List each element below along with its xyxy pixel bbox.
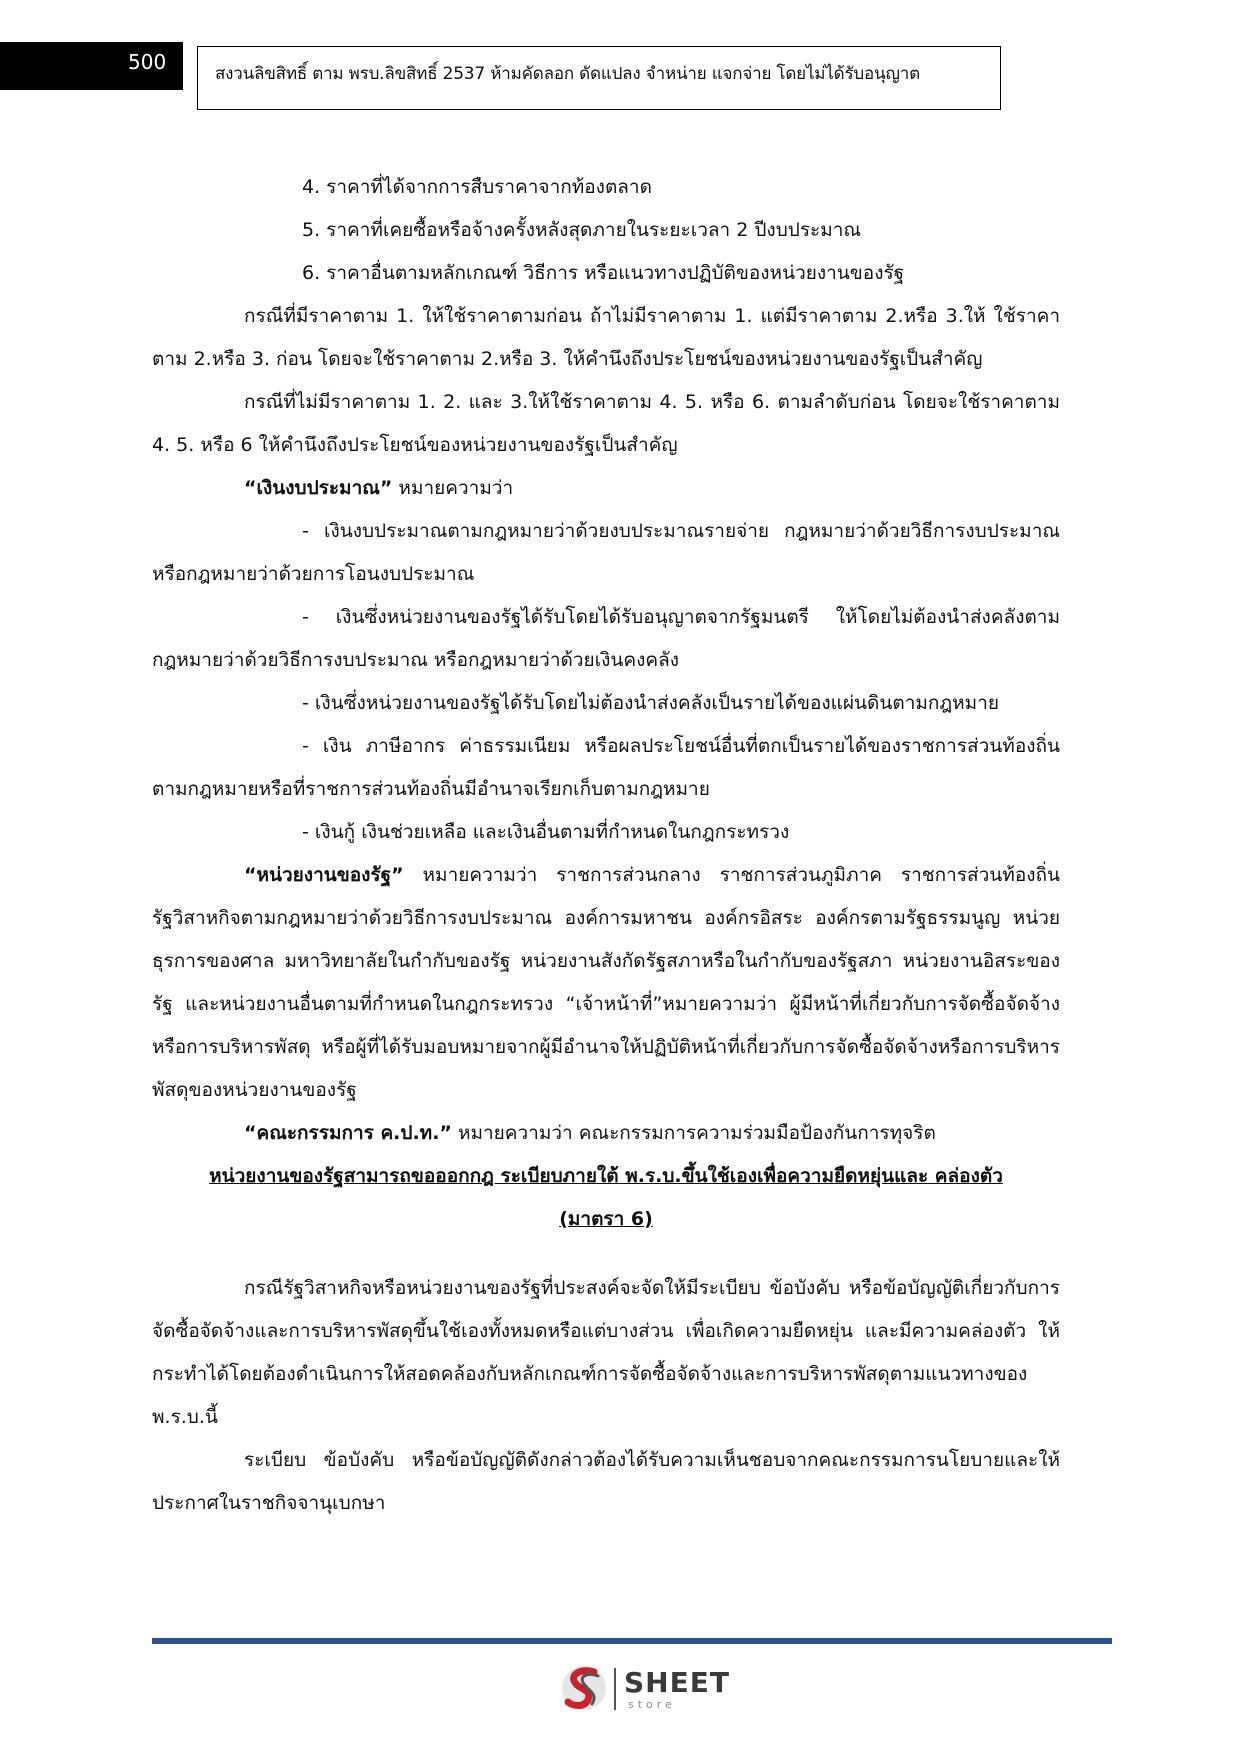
section-paragraph-b: ระเบียบ ข้อบังคับ หรือข้อบัญญัติดังกล่าวต้องได้รับความเห็นชอบจากคณะกรรมการนโยบายและให้ประกาศในราชกิจจานุเบกษา [152, 1449, 1060, 1514]
logo-subword: store [628, 1698, 676, 1711]
copyright-notice: สงวนลิขสิทธิ์ ตาม พรบ.ลิขสิทธิ์ 2537 ห้ามคัดลอก ดัดแปลง จำหน่าย แจกจ่าย โดยไม่ได้รับอนุญาต [215, 64, 920, 84]
footer-rule [152, 1638, 1112, 1644]
agency-definition [152, 854, 1060, 1112]
committee-definition [152, 1112, 1060, 1155]
budget-term: “เงินงบประมาณ” [244, 477, 393, 499]
committee-def-text: หมายความว่า คณะกรรมการความร่วมมือป้องกันการทุจริต [451, 1122, 936, 1144]
spacer [152, 1241, 1060, 1267]
case-without-price-paragraph: กรณีที่ไม่มีราคาตาม 1. 2. และ 3.ให้ใช้ราคาตาม 4. 5. หรือ 6. ตามลำดับก่อน โดยจะใช้ราคาตาม 4. 5. หรือ 6 ให้คำนึงถึงประโยชน์ของหน่วยงานของรัฐเป็นสำคัญ [152, 391, 1060, 456]
section-heading-line-1: หน่วยงานของรัฐสามารถขอออกกฎ ระเบียบภายใต้ พ.ร.บ.ขึ้นใช้เองเพื่อความยืดหยุ่นและ คล่องตัว [209, 1165, 1003, 1187]
budget-means: หมายความว่า [392, 477, 514, 499]
logo-word: SHEET [624, 1666, 730, 1699]
agency-term: “หน่วยงานของรัฐ” [244, 864, 404, 886]
copyright-header [197, 46, 1001, 110]
agency-def-text: หมายความว่า ราชการส่วนกลาง ราชการส่วนภูมิภาค ราชการส่วนท้องถิ่น รัฐวิสาหกิจตามกฎหมายว่าด้วยวิธีการงบประมาณ องค์การมหาชน องค์กรอิสระ องค์กรตามรัฐธรรมนูญ หน่วยธุรการของศาล มหาวิทยาลัยในกำกับของรัฐ หน่วยงานสังกัดรัฐสภาหรือในกำกับของรัฐสภา หน่วยงานอิสระของรัฐ และหน่วยงานอื่นตามที่กำหนดในกฎกระทรวง “เจ้าหน้าที่”หมายความว่า ผู้มีหน้าที่เกี่ยวกับการจัดซื้อจัดจ้างหรือการบริหารพัสดุ หรือผู้ที่ได้รับมอบหมายจากผู้มีอำนาจให้ปฏิบัติหน้าที่เกี่ยวกับการจัดซื้อจัดจ้างหรือการบริหารพัสดุของหน่วยงานของรัฐ [152, 864, 1060, 1101]
page-number: 500 [128, 50, 167, 74]
budget-bullet-4: - เงิน ภาษีอากร ค่าธรรมเนียม หรือผลประโยชน์อื่นที่ตกเป็นรายได้ของราชการส่วนท้องถิ่นตามกฎหมายหรือที่ราชการส่วนท้องถิ่นมีอำนาจเรียกเก็บตามกฎหมาย [152, 735, 1060, 800]
list-item-6: 6. ราคาอื่นตามหลักเกณฑ์ วิธีการ หรือแนวทางปฏิบัติของหน่วยงานของรัฐ [302, 262, 905, 284]
list-item-5: 5. ราคาที่เคยซื้อหรือจ้างครั้งหลังสุดภายในระยะเวลา 2 ปีงบประมาณ [302, 219, 862, 241]
budget-bullet-3: - เงินซึ่งหน่วยงานของรัฐได้รับโดยไม่ต้องนำส่งคลังเป็นรายได้ของแผ่นดินตามกฎหมาย [302, 692, 1000, 714]
sheet-store-logo-icon [558, 1660, 610, 1714]
budget-bullet-1: - เงินงบประมาณตามกฎหมายว่าด้วยงบประมาณรายจ่าย กฎหมายว่าด้วยวิธีการงบประมาณ หรือกฎหมายว่าด้วยการโอนงบประมาณ [152, 520, 1060, 585]
list-item-4: 4. ราคาที่ได้จากการสืบราคาจากท้องตลาด [302, 176, 652, 198]
case-with-price-paragraph: กรณีที่มีราคาตาม 1. ให้ใช้ราคาตามก่อน ถ้าไม่มีราคาตาม 1. แต่มีราคาตาม 2.หรือ 3.ให้ ใช้ราคาตาม 2.หรือ 3. ก่อน โดยจะใช้ราคาตาม 2.หรือ 3. ให้คำนึงถึงประโยชน์ของหน่วยงานของรัฐเป็นสำคัญ [152, 305, 1060, 370]
section-paragraph-a: กรณีรัฐวิสาหกิจหรือหน่วยงานของรัฐที่ประสงค์จะจัดให้มีระเบียบ ข้อบังคับ หรือข้อบัญญัติเกี่ยวกับการจัดซื้อจัดจ้างและการบริหารพัสดุขึ้นใช้เองทั้งหมดหรือแต่บางส่วน เพื่อเกิดความยืดหยุ่น และมีความคล่องตัว ให้กระทำได้โดยต้องดำเนินการให้สอดคล้องกับหลักเกณฑ์การจัดซื้อจัดจ้างและการบริหารพัสดุตามแนวทางของ พ.ร.บ.นี้ [152, 1277, 1060, 1428]
budget-definition [152, 467, 1060, 510]
budget-bullet-5: - เงินกู้ เงินช่วยเหลือ และเงินอื่นตามที่กำหนดในกฎกระทรวง [302, 821, 790, 843]
section-heading-line-2: (มาตรา 6) [559, 1208, 653, 1230]
document-body [152, 166, 1060, 1525]
sheet-store-logo [558, 1660, 728, 1714]
budget-bullet-2: - เงินซึ่งหน่วยงานของรัฐได้รับโดยได้รับอนุญาตจากรัฐมนตรี ให้โดยไม่ต้องนำส่งคลังตาม กฎหมายว่าด้วยวิธีการงบประมาณ หรือกฎหมายว่าด้วยเงินคงคลัง [152, 606, 1060, 671]
logo-divider [614, 1668, 616, 1710]
page-number-box [0, 42, 183, 90]
committee-term: “คณะกรรมการ ค.ป.ท.” [244, 1122, 452, 1144]
